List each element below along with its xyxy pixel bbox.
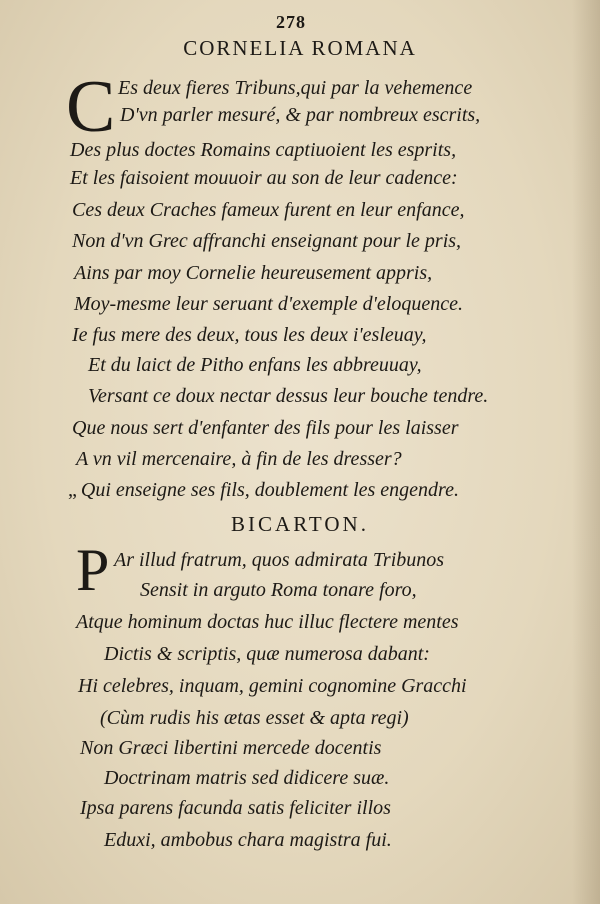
french-line-7: Ains par moy Cornelie heureusement appris, (74, 262, 433, 284)
running-head: CORNELIA ROMANA (183, 36, 417, 60)
latin-line-2: Sensit in arguto Roma tonare foro, (140, 579, 417, 601)
french-line-2: D'vn parler mesuré, & par nombreux escrits, (120, 104, 481, 126)
french-line-13: A vn vil mercenaire, à fin de les dresser? (76, 448, 402, 470)
french-line-9: Ie fus mere des deux, tous les deux i'esleuay, (72, 324, 427, 346)
drop-cap-p: P (76, 537, 110, 603)
french-line-10: Et du laict de Pitho enfans les abbreuuay, (88, 354, 422, 376)
french-line-12: Que nous sert d'enfanter des fils pour les laisser (72, 417, 459, 439)
page-edge-shadow (572, 0, 600, 904)
sententia-marker: „ (68, 479, 77, 501)
latin-line-6: (Cùm rudis his ætas esset & apta regi) (100, 707, 409, 729)
french-line-14-text: Qui enseigne ses fils, doublement les engendre. (80, 479, 459, 501)
french-line-11: Versant ce doux nectar dessus leur bouche tendre. (88, 385, 489, 407)
french-line-5: Ces deux Craches fameux furent en leur enfance, (72, 199, 465, 221)
latin-line-8: Doctrinam matris sed didicere suæ. (104, 767, 390, 789)
latin-line-10: Eduxi, ambobus chara magistra fui. (104, 829, 392, 851)
latin-line-5: Hi celebres, inquam, gemini cognomine Gracchi (78, 675, 467, 697)
french-line-3: Des plus doctes Romains captiuoient les esprits, (70, 139, 457, 161)
latin-line-1: Ar illud fratrum, quos admirata Tribunos (114, 549, 445, 571)
french-line-14 (68, 478, 459, 502)
french-line-8: Moy-mesme leur seruant d'exemple d'eloquence. (74, 293, 463, 315)
french-line-6: Non d'vn Grec affranchi enseignant pour le pris, (72, 230, 462, 252)
french-line-1: Es deux fieres Tribuns,qui par la vehemence (118, 77, 473, 99)
page-number: 278 (276, 12, 306, 32)
drop-cap-c: C (66, 66, 116, 148)
french-line-4: Et les faisoient mouuoir au son de leur cadence: (70, 167, 458, 189)
latin-line-3: Atque hominum doctas huc illuc flectere mentes (76, 611, 459, 633)
latin-line-9: Ipsa parens facunda satis feliciter illos (80, 797, 391, 819)
latin-line-4: Dictis & scriptis, quæ numerosa dabant: (104, 643, 430, 665)
section-title: BICARTON. (231, 512, 369, 536)
latin-line-7: Non Græci libertini mercede docentis (80, 737, 382, 759)
